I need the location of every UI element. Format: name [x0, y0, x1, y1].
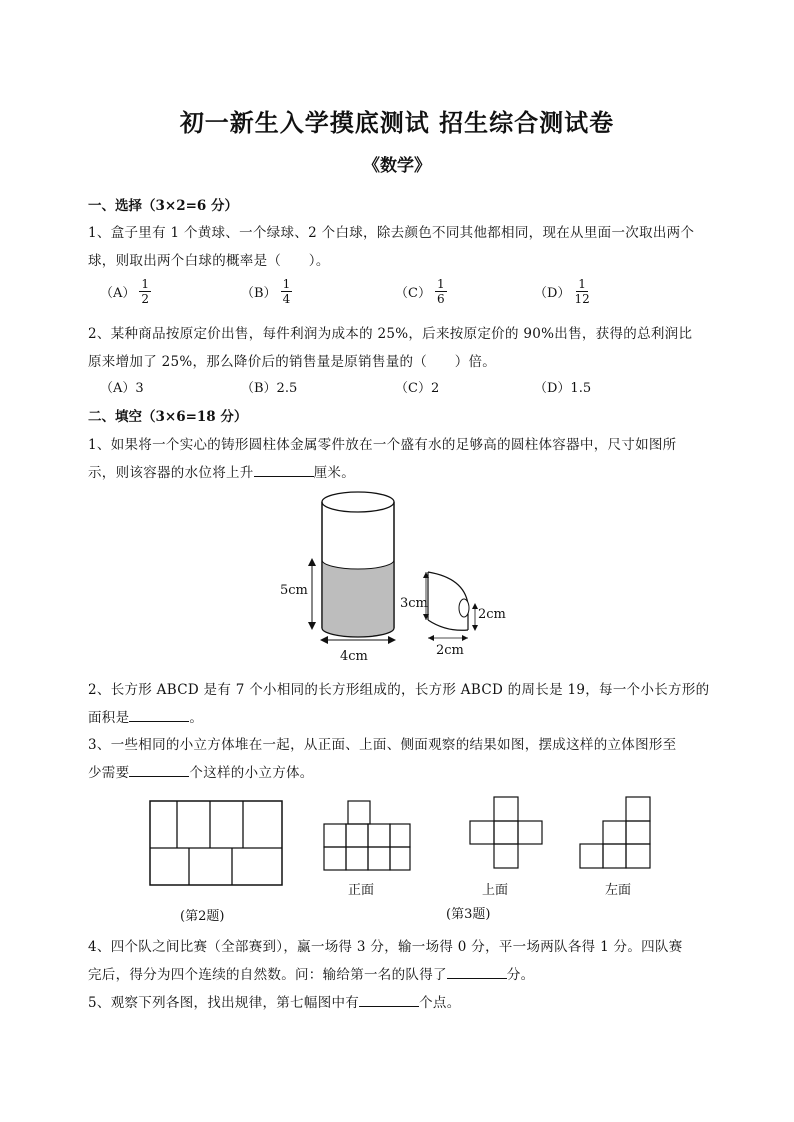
q1-option-c: （C） $\frac{1}{6}$ — [395, 277, 445, 306]
side-view-caption: 左面 — [605, 883, 632, 898]
q1-option-a: （A） $\frac{1}{2}$ — [100, 277, 150, 306]
side-view-figure — [578, 796, 653, 870]
cylinder-figure — [278, 480, 518, 665]
part-side-label: 2cm — [478, 607, 506, 622]
fill-q4-line2: 完后，得分为四个连续的自然数。问：输给第一名的队得了 分。 — [88, 963, 708, 983]
top-view-caption: 上面 — [482, 883, 509, 898]
fill-q2-line1: 2、长方形 ABCD 是有 7 个小相同的长方形组成的，长方形 ABCD 的周长是 19，每一个小长方形的 — [88, 682, 710, 698]
q1-option-d: （D） $\frac{1}{12}$ — [534, 277, 590, 306]
answer-blank[interactable] — [359, 992, 419, 1007]
answer-blank[interactable] — [447, 964, 507, 979]
q1-line2: 球，则取出两个白球的概率是（ ）。 — [88, 253, 330, 269]
q2-line2: 原来增加了 25%，那么降价后的销售量是原销售量的（ ）倍。 — [88, 354, 497, 370]
q1-option-b: （B） $\frac{1}{4}$ — [241, 277, 291, 306]
fill-q4-line1: 4、四个队之间比赛（全部赛到），赢一场得 3 分，输一场得 0 分，平一场两队各得 1 分。四队赛 — [88, 939, 683, 955]
height-label: 5cm — [280, 583, 308, 598]
fill-q1-line2: 示，则该容器的水位将上升 厘米。 — [88, 461, 708, 481]
answer-blank[interactable] — [129, 707, 189, 722]
fill-q3-line1: 3、一些相同的小立方体堆在一起，从正面、上面、侧面观察的结果如图，摆成这样的立体图形至 — [88, 737, 677, 753]
section-heading-fill: 二、填空（3×6=18 分） — [88, 409, 248, 425]
q2-option-b: （B）2.5 — [241, 381, 298, 396]
fill-q1-line1: 1、如果将一个实心的铸形圆柱体金属零件放在一个盛有水的足够高的圆柱体容器中，尺寸如图所 — [88, 437, 677, 453]
q2-option-a: （A）3 — [100, 381, 144, 396]
fill-q3-line2: 少需要 个这样的小立方体。 — [88, 761, 708, 781]
q2-line1: 2、某种商品按原定价出售，每件利润为成本的 25%，后来按原定价的 90%出售，获得的总利润比 — [88, 326, 693, 342]
figure-2-caption: (第2题) — [180, 909, 225, 924]
part-height-label: 3cm — [400, 596, 428, 611]
section-heading-choice: 一、选择（3×2=6 分） — [88, 198, 239, 214]
answer-blank[interactable] — [254, 462, 314, 477]
fill-q5-line1: 5、观察下列各图，找出规律，第七幅图中有 个点。 — [88, 991, 708, 1011]
front-view-caption: 正面 — [348, 883, 375, 898]
answer-blank[interactable] — [129, 762, 189, 777]
part-width-label: 2cm — [436, 643, 464, 658]
subject-title: 《数学》 — [363, 156, 431, 176]
q2-option-c: （C）2 — [395, 381, 440, 396]
figure-3-caption: (第3题) — [446, 907, 491, 922]
top-view-figure — [468, 796, 544, 870]
page-title: 初一新生入学摸底测试 招生综合测试卷 — [179, 108, 615, 137]
rectangle-abcd-figure — [149, 800, 284, 886]
fill-q2-line2: 面积是 。 — [88, 706, 708, 726]
q1-line1: 1、盒子里有 1 个黄球、一个绿球、2 个白球，除去颜色不同其他都相同，现在从里面一次取出两个 — [88, 225, 695, 241]
front-view-figure — [322, 800, 412, 872]
width-label: 4cm — [340, 649, 368, 664]
q2-option-d: （D）1.5 — [534, 381, 592, 396]
